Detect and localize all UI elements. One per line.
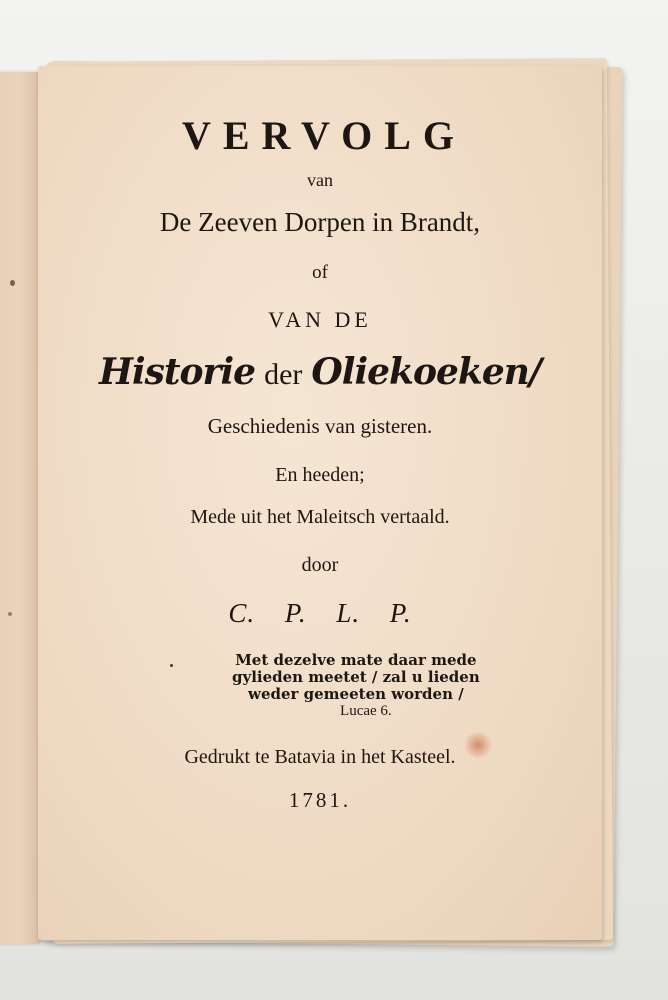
- word-historie: Historie: [98, 351, 256, 393]
- ink-speck: [170, 664, 173, 667]
- publication-year: 1781.: [288, 788, 352, 812]
- quote-line: weder gemeeten worden /: [248, 685, 464, 703]
- facing-page-edge: [0, 72, 40, 944]
- book-subtitle: De Zeeven Dorpen in Brandt,: [159, 207, 481, 237]
- imprint: Gedrukt te Batavia in het Kasteel.: [184, 746, 456, 768]
- quote-line: Met dezelve mate daar mede: [235, 651, 477, 669]
- quote-line: gylieden meetet / zal u lieden: [232, 668, 480, 686]
- subtitle-heeden: En heeden;: [275, 464, 365, 486]
- translation-note: Mede uit het Maleitsch vertaald.: [190, 506, 450, 528]
- subtitle-geschiedenis: Geschiedenis van gisteren.: [207, 414, 433, 438]
- book-title: VERVOLG: [181, 113, 467, 158]
- title-page: [38, 66, 602, 940]
- author-by: door: [301, 554, 339, 576]
- heading-van-de: VAN DE: [268, 307, 372, 332]
- word-oliekoeken: Oliekoeken/: [311, 351, 542, 393]
- blackletter-title: [38, 351, 602, 393]
- epigraph-quote: [232, 652, 480, 720]
- connector-of: of: [312, 262, 328, 283]
- author-initials: C. P. L. P.: [228, 598, 412, 628]
- word-der: der: [264, 358, 303, 391]
- quote-citation: Lucae 6.: [340, 703, 392, 719]
- binding-hole: [10, 280, 15, 286]
- connector-van: van: [307, 170, 333, 190]
- binding-hole: [8, 612, 12, 616]
